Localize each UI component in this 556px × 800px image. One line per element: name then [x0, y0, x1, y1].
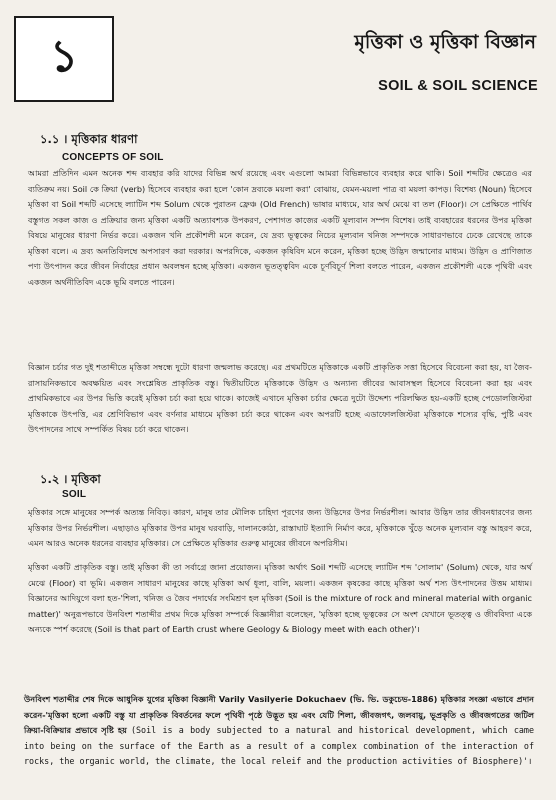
- section-2-subheading: SOIL: [62, 489, 87, 500]
- chapter-number-box: [14, 16, 114, 102]
- section-1-subheading: CONCEPTS OF SOIL: [62, 152, 164, 163]
- chapter-title-en: SOIL & SOIL SCIENCE: [378, 78, 538, 94]
- section-2-paragraph-2: মৃত্তিকা একটি প্রাকৃতিক বস্তু। তাই মৃত্তিকা কী তা সর্বাগ্রে জানা প্রয়োজন। মৃত্তিকা অর্থাৎ Soil শব্দটি এসেছে ল্যাটিন শব্দ 'সোলাম' (Solum) থেকে, যার অর্থ মেঝে (Floor) বা ভূমি। একজন সাধারণ মানুষের কাছে মৃত্তিকা অর্থ ধূলা, বালি, ময়লা। একজন কৃষকের কাছে মৃত্তিকা অর্থ শস্য উৎপাদনের উত্তম মাধ্যম। বিজ্ঞানের আদিযুগে বলা হত-'শিলা, খনিজ ও জৈব পদার্থের সংমিশ্রণ হল মৃত্তিকা (Soil is the mixture of rock and mineral material with organic matter)' অনুরূপভাবে উনবিংশ শতাব্দীর প্রথম দিকে মৃত্তিকা সম্পর্কে বিজ্ঞানীরা বলেছেন, 'মৃত্তিকা হচ্ছে ভূত্বকের সে অংশ যেখানে ভূতত্ত্ব ও জীববিদ্যা একে অন্যকে স্পর্শ করেছে (Soil is that part of Earth crust where Geology & Biology meet with each other)'।: [28, 562, 532, 634]
- chapter-title-bn: মৃত্তিকা ও মৃত্তিকা বিজ্ঞান: [354, 31, 536, 53]
- dokuchaev-definition-en: (Soil is a body subjected to a natural and historical development, which came into being on the surface of the Earth as a result of a complex combination of the interaction of rocks, the organic world, the climate, the local releif and the production activities of Biosphere)'।: [24, 725, 534, 766]
- dokuchaev-definition-bn: উনবিংশ শতাব্দীর শেষ দিকে আধুনিক যুগের মৃত্তিকা বিজ্ঞানী Varily Vasilyerie Dokuchaev (ভি. ভি. ডকুচেভ-1886) মৃত্তিকার সংজ্ঞা এভাবে প্রদান করেন-'মৃত্তিকা হলো একটি বস্তু যা প্রাকৃতিক বিবর্তনের ফলে পৃথিবী পৃষ্ঠে উদ্ভূত হয় এবং যেটি শিলা, জীবজগৎ, জলবায়ু, ভূপ্রকৃতি ও জীবজগতের জটিল ক্রিয়া-বিক্রিয়ার প্রভাবে সৃষ্টি হয়: [24, 694, 534, 735]
- section-2-heading: ১.২ । মৃত্তিকা: [40, 472, 101, 486]
- chapter-number: ১: [49, 30, 79, 82]
- section-1-heading: ১.১ । মৃত্তিকার ধারণা: [40, 132, 138, 146]
- section-1-paragraph-2: বিজ্ঞান চর্চার গত দুই শতাব্দীতে মৃত্তিকা সম্বন্ধে দুটো ধারণা জন্মলাভ করেছে। এর প্রথমটিতে মৃত্তিকাকে একটি প্রাকৃতিক সত্তা হিসেবে বিবেচনা করা হয়, যা জৈব-রাসায়নিকভাবে অবক্ষয়িত এবং সংশ্লেষিত প্রাকৃতিক বস্তু। দ্বিতীয়টিতে মৃত্তিকাকে উদ্ভিদ ও অন্যান্য জীবের আবাসস্থল হিসেবে বিবেচনা করা হয় এবং প্রাথমিকভাবে এর উপর ভিত্তি করেই মৃত্তিকা চর্চা করা হয়ে থাকে। কাজেই এখানে মৃত্তিকা চর্চার ক্ষেত্রে দুটো উদ্দেশ্য পরিলক্ষিত হয়-একটি হচ্ছে পেডোলজিস্টরা মৃত্তিকাকে উৎপত্তি, এর শ্রেণিবিভাগ এবং বর্ণনার মাধ্যমে মৃত্তিকা চর্চা করে থাকেন এবং অপরটি হচ্ছে এডাফোলজিস্টরা মৃত্তিকাকে শস্যের বৃদ্ধি, পুষ্টি এবং উৎপাদনের সাথে সম্পর্কিত বিষয় চর্চা করে থাকেন।: [28, 362, 532, 434]
- section-2-paragraph-3: [24, 692, 534, 770]
- section-1-paragraph-1: আমরা প্রতিদিন এমন অনেক শব্দ ব্যবহার করি যাদের বিভিন্ন অর্থ রয়েছে এবং এগুলো আমরা বিভিন্নভাবে ব্যবহার করে থাকি। Soil শব্দটির ক্ষেত্রেও এর ব্যতিক্রম নয়। Soil কে ক্রিয়া (verb) হিসেবে ব্যবহার করা হলে 'কোন দ্রব্যকে ময়লা করা' বোঝায়, যেমন-ময়লা পাত্র বা ময়লা কাপড়। বিশেষ্য (Noun) হিসেবে মৃত্তিকা বা Soil শব্দটি এসেছে ল্যাটিন শব্দ Solum থেকে পুরাতন ফ্রেঞ্চ (Old French) ভাষার মাধ্যমে, যার অর্থ মেঝে বা তল (Floor)। সে প্রেক্ষিতে পার্থিব বস্তুগত সকল কাজ ও প্রক্রিয়ার জন্য মৃত্তিকা একটি অত্যাবশ্যক উপকরণ, পেশাগত কাজের একটি মূল্যবান সম্পদ বিশেষ। তাই ব্যবহারের ধরনের উপর মৃত্তিকা বিষয়ে মানুষের ধারণা নির্ভর করে। একজন খনি প্রকৌশলী মনে করেন, যে দ্রব্য ভূত্বকের নিচের মূল্যবান খনিজ সম্পদকে সাধারণভাবে ঢেকে রেখেছে তাকে মৃত্তিকা বলে। এ দ্রব্য অনতিবিলম্বে অপসারণ করা দরকার। অপরদিকে, একজন কৃষিবিদ মনে করেন, মৃত্তিকা হচ্ছে উদ্ভিদ জন্মানোর মাধ্যম। উদ্ভিদ ও প্রাণিজাত পণ্য উৎপাদন করে জীবন নির্বাহের প্রধান অবলম্বন হচ্ছে মৃত্তিকা। একজন ভূতত্ত্ববিদ একে চূর্ণবিচূর্ণ শিলা বলতে পারেন, একজন প্রকৌশলী একে পৃথিবী এবং একজন অর্থনীতিবিদ একে ভূমি বলতে পারেন।: [28, 168, 532, 287]
- section-2-paragraph-1: মৃত্তিকার সঙ্গে মানুষের সম্পর্ক অত্যন্ত নিবিড়। কারণ, মানুষ তার মৌলিক চাহিদা পূরণের জন্য উদ্ভিদের উপর নির্ভরশীল। আবার উদ্ভিদ তার জীবনধারণের জন্য মৃত্তিকার উপর নির্ভরশীল। এছাড়াও মৃত্তিকার উপর মানুষ ঘরবাড়ি, দালানকোঠা, রাস্তাঘাট ইত্যাদি নির্মাণ করে, মৃত্তিকাকে খুঁড়ে অনেক মূল্যবান বস্তু আহরণ করে, এমন আরও অনেক ধরনের ব্যবহার মৃত্তিকার। সে প্রেক্ষিতে মৃত্তিকার গুরুত্ব মানুষের জীবনে অপরিসীম।: [28, 507, 532, 548]
